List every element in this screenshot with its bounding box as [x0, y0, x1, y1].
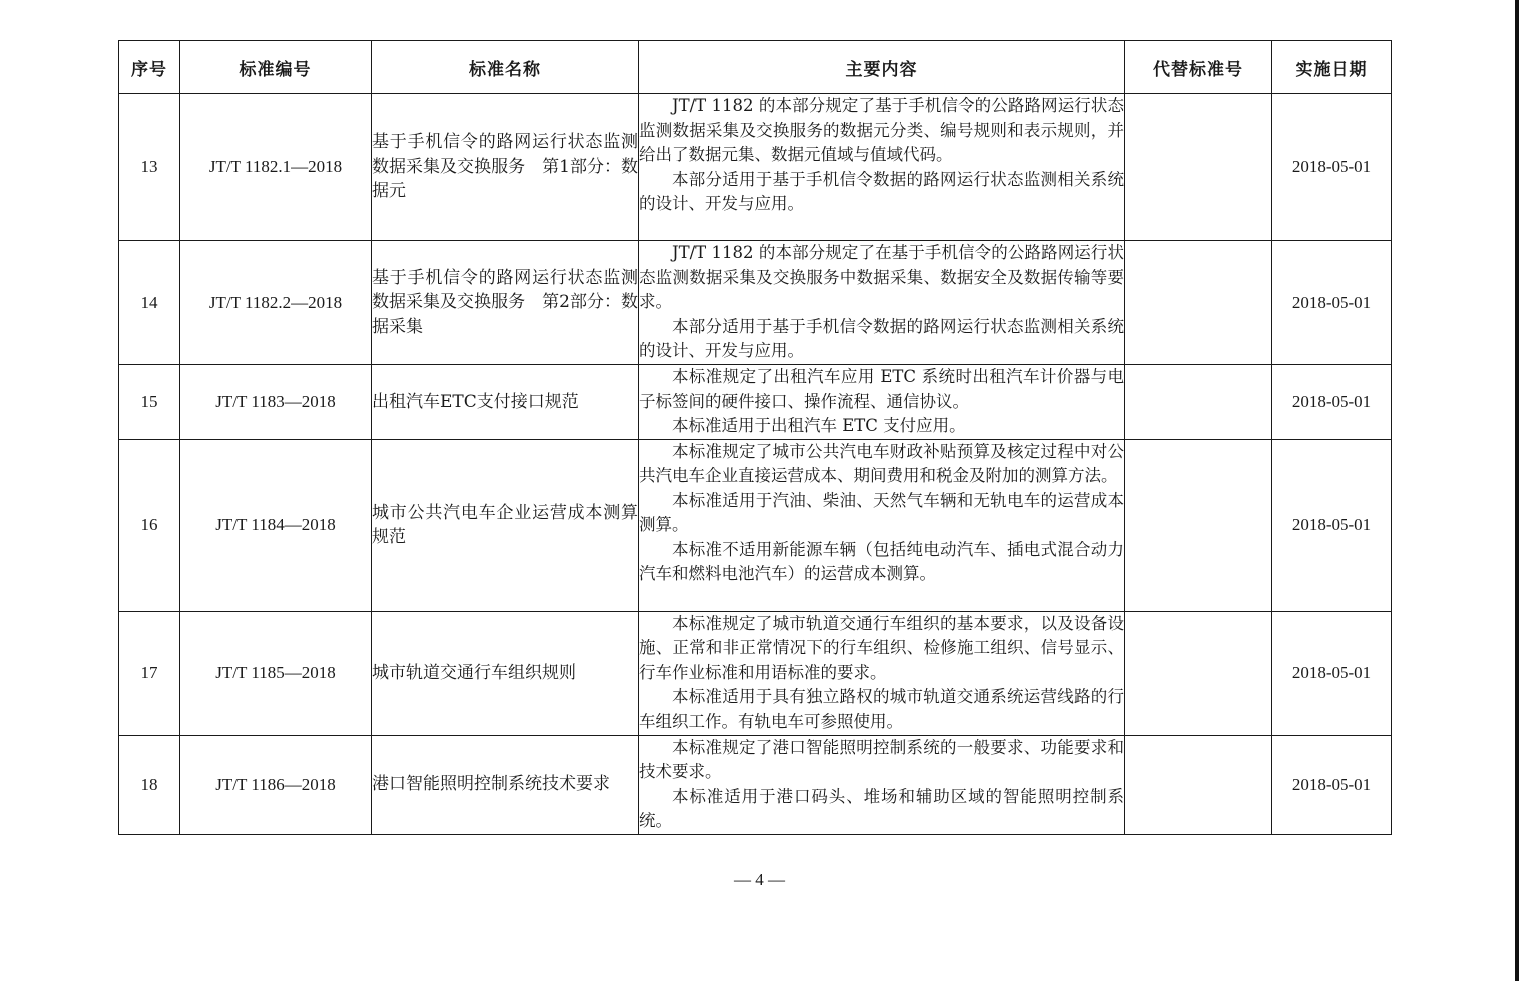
- cell-name: 出租汽车ETC支付接口规范: [372, 365, 639, 440]
- content-paragraph: JT/T 1182 的本部分规定了基于手机信令的公路路网运行状态监测数据采集及交换服务的数据元分类、编号规则和表示规则，并给出了数据元集、数据元值域与值域代码。: [639, 96, 1124, 164]
- cell-name: 基于手机信令的路网运行状态监测数据采集及交换服务 第1部分：数据元: [372, 94, 639, 241]
- cell-replace: [1125, 735, 1272, 834]
- cell-date: 2018-05-01: [1272, 611, 1392, 735]
- content-paragraph: 本标准适用于出租汽车 ETC 支付应用。: [672, 416, 966, 435]
- cell-code: JT/T 1184—2018: [180, 439, 372, 611]
- header-replace: 代替标准号: [1125, 41, 1272, 94]
- cell-content: [639, 611, 1125, 735]
- content-paragraph: 本标准规定了城市轨道交通行车组织的基本要求，以及设备设施、正常和非正常情况下的行车组织、检修施工组织、信号显示、行车作业标准和用语标准的要求。: [639, 613, 1124, 682]
- cell-code: JT/T 1185—2018: [180, 611, 372, 735]
- cell-code: JT/T 1183—2018: [180, 365, 372, 440]
- content-paragraph: 本部分适用于基于手机信令数据的路网运行状态监测相关系统的设计、开发与应用。: [639, 316, 1124, 360]
- content-paragraph: 本标准适用于具有独立路权的城市轨道交通系统运营线路的行车组织工作。有轨电车可参照使用。: [639, 687, 1124, 731]
- content-paragraph: 本标准规定了出租汽车应用 ETC 系统时出租汽车计价器与电子标签间的硬件接口、操作流程、通信协议。: [639, 367, 1124, 411]
- page-number: — 4 —: [734, 870, 785, 889]
- table-row: [119, 611, 1392, 735]
- cell-seq: 13: [119, 94, 180, 241]
- cell-date: 2018-05-01: [1272, 94, 1392, 241]
- cell-code: JT/T 1186—2018: [180, 735, 372, 834]
- header-code: 标准编号: [180, 41, 372, 94]
- header-date: 实施日期: [1272, 41, 1392, 94]
- cell-name: 港口智能照明控制系统技术要求: [372, 735, 639, 834]
- table-row: [119, 241, 1392, 365]
- cell-replace: [1125, 365, 1272, 440]
- cell-date: 2018-05-01: [1272, 365, 1392, 440]
- page-edge: [1515, 0, 1519, 981]
- cell-date: 2018-05-01: [1272, 439, 1392, 611]
- cell-content: [639, 735, 1125, 834]
- table-row: [119, 735, 1392, 834]
- cell-name: 城市公共汽电车企业运营成本测算规范: [372, 439, 639, 611]
- header-content: 主要内容: [639, 41, 1125, 94]
- cell-name: 城市轨道交通行车组织规则: [372, 611, 639, 735]
- header-row: [119, 41, 1392, 94]
- table-row: [119, 439, 1392, 611]
- cell-name: 基于手机信令的路网运行状态监测数据采集及交换服务 第2部分：数据采集: [372, 241, 639, 365]
- header-seq: 序号: [119, 41, 180, 94]
- cell-content: [639, 365, 1125, 440]
- cell-code: JT/T 1182.2—2018: [180, 241, 372, 365]
- cell-replace: [1125, 611, 1272, 735]
- cell-code: JT/T 1182.1—2018: [180, 94, 372, 241]
- content-paragraph: 本标准适用于汽油、柴油、天然气车辆和无轨电车的运营成本测算。: [639, 490, 1124, 534]
- content-paragraph: 本部分适用于基于手机信令数据的路网运行状态监测相关系统的设计、开发与应用。: [639, 169, 1124, 213]
- cell-seq: 18: [119, 735, 180, 834]
- cell-content: [639, 439, 1125, 611]
- cell-replace: [1125, 94, 1272, 241]
- cell-replace: [1125, 439, 1272, 611]
- table-row: [119, 94, 1392, 241]
- cell-replace: [1125, 241, 1272, 365]
- content-paragraph: 本标准规定了港口智能照明控制系统的一般要求、功能要求和技术要求。: [639, 737, 1124, 781]
- content-paragraph: JT/T 1182 的本部分规定了在基于手机信令的公路路网运行状态监测数据采集及交换服务中数据采集、数据安全及数据传输等要求。: [639, 243, 1124, 311]
- cell-date: 2018-05-01: [1272, 735, 1392, 834]
- cell-seq: 15: [119, 365, 180, 440]
- header-name: 标准名称: [372, 41, 639, 94]
- cell-seq: 16: [119, 439, 180, 611]
- cell-content: [639, 241, 1125, 365]
- content-paragraph: 本标准规定了城市公共汽电车财政补贴预算及核定过程中对公共汽电车企业直接运营成本、期间费用和税金及附加的测算方法。: [639, 441, 1124, 485]
- cell-content: [639, 94, 1125, 241]
- content-paragraph: 本标准适用于港口码头、堆场和辅助区域的智能照明控制系统。: [639, 786, 1124, 830]
- standards-table: [118, 40, 1392, 835]
- table-row: [119, 365, 1392, 440]
- cell-date: 2018-05-01: [1272, 241, 1392, 365]
- content-paragraph: 本标准不适用新能源车辆（包括纯电动汽车、插电式混合动力汽车和燃料电池汽车）的运营成本测算。: [639, 539, 1124, 583]
- cell-seq: 14: [119, 241, 180, 365]
- cell-seq: 17: [119, 611, 180, 735]
